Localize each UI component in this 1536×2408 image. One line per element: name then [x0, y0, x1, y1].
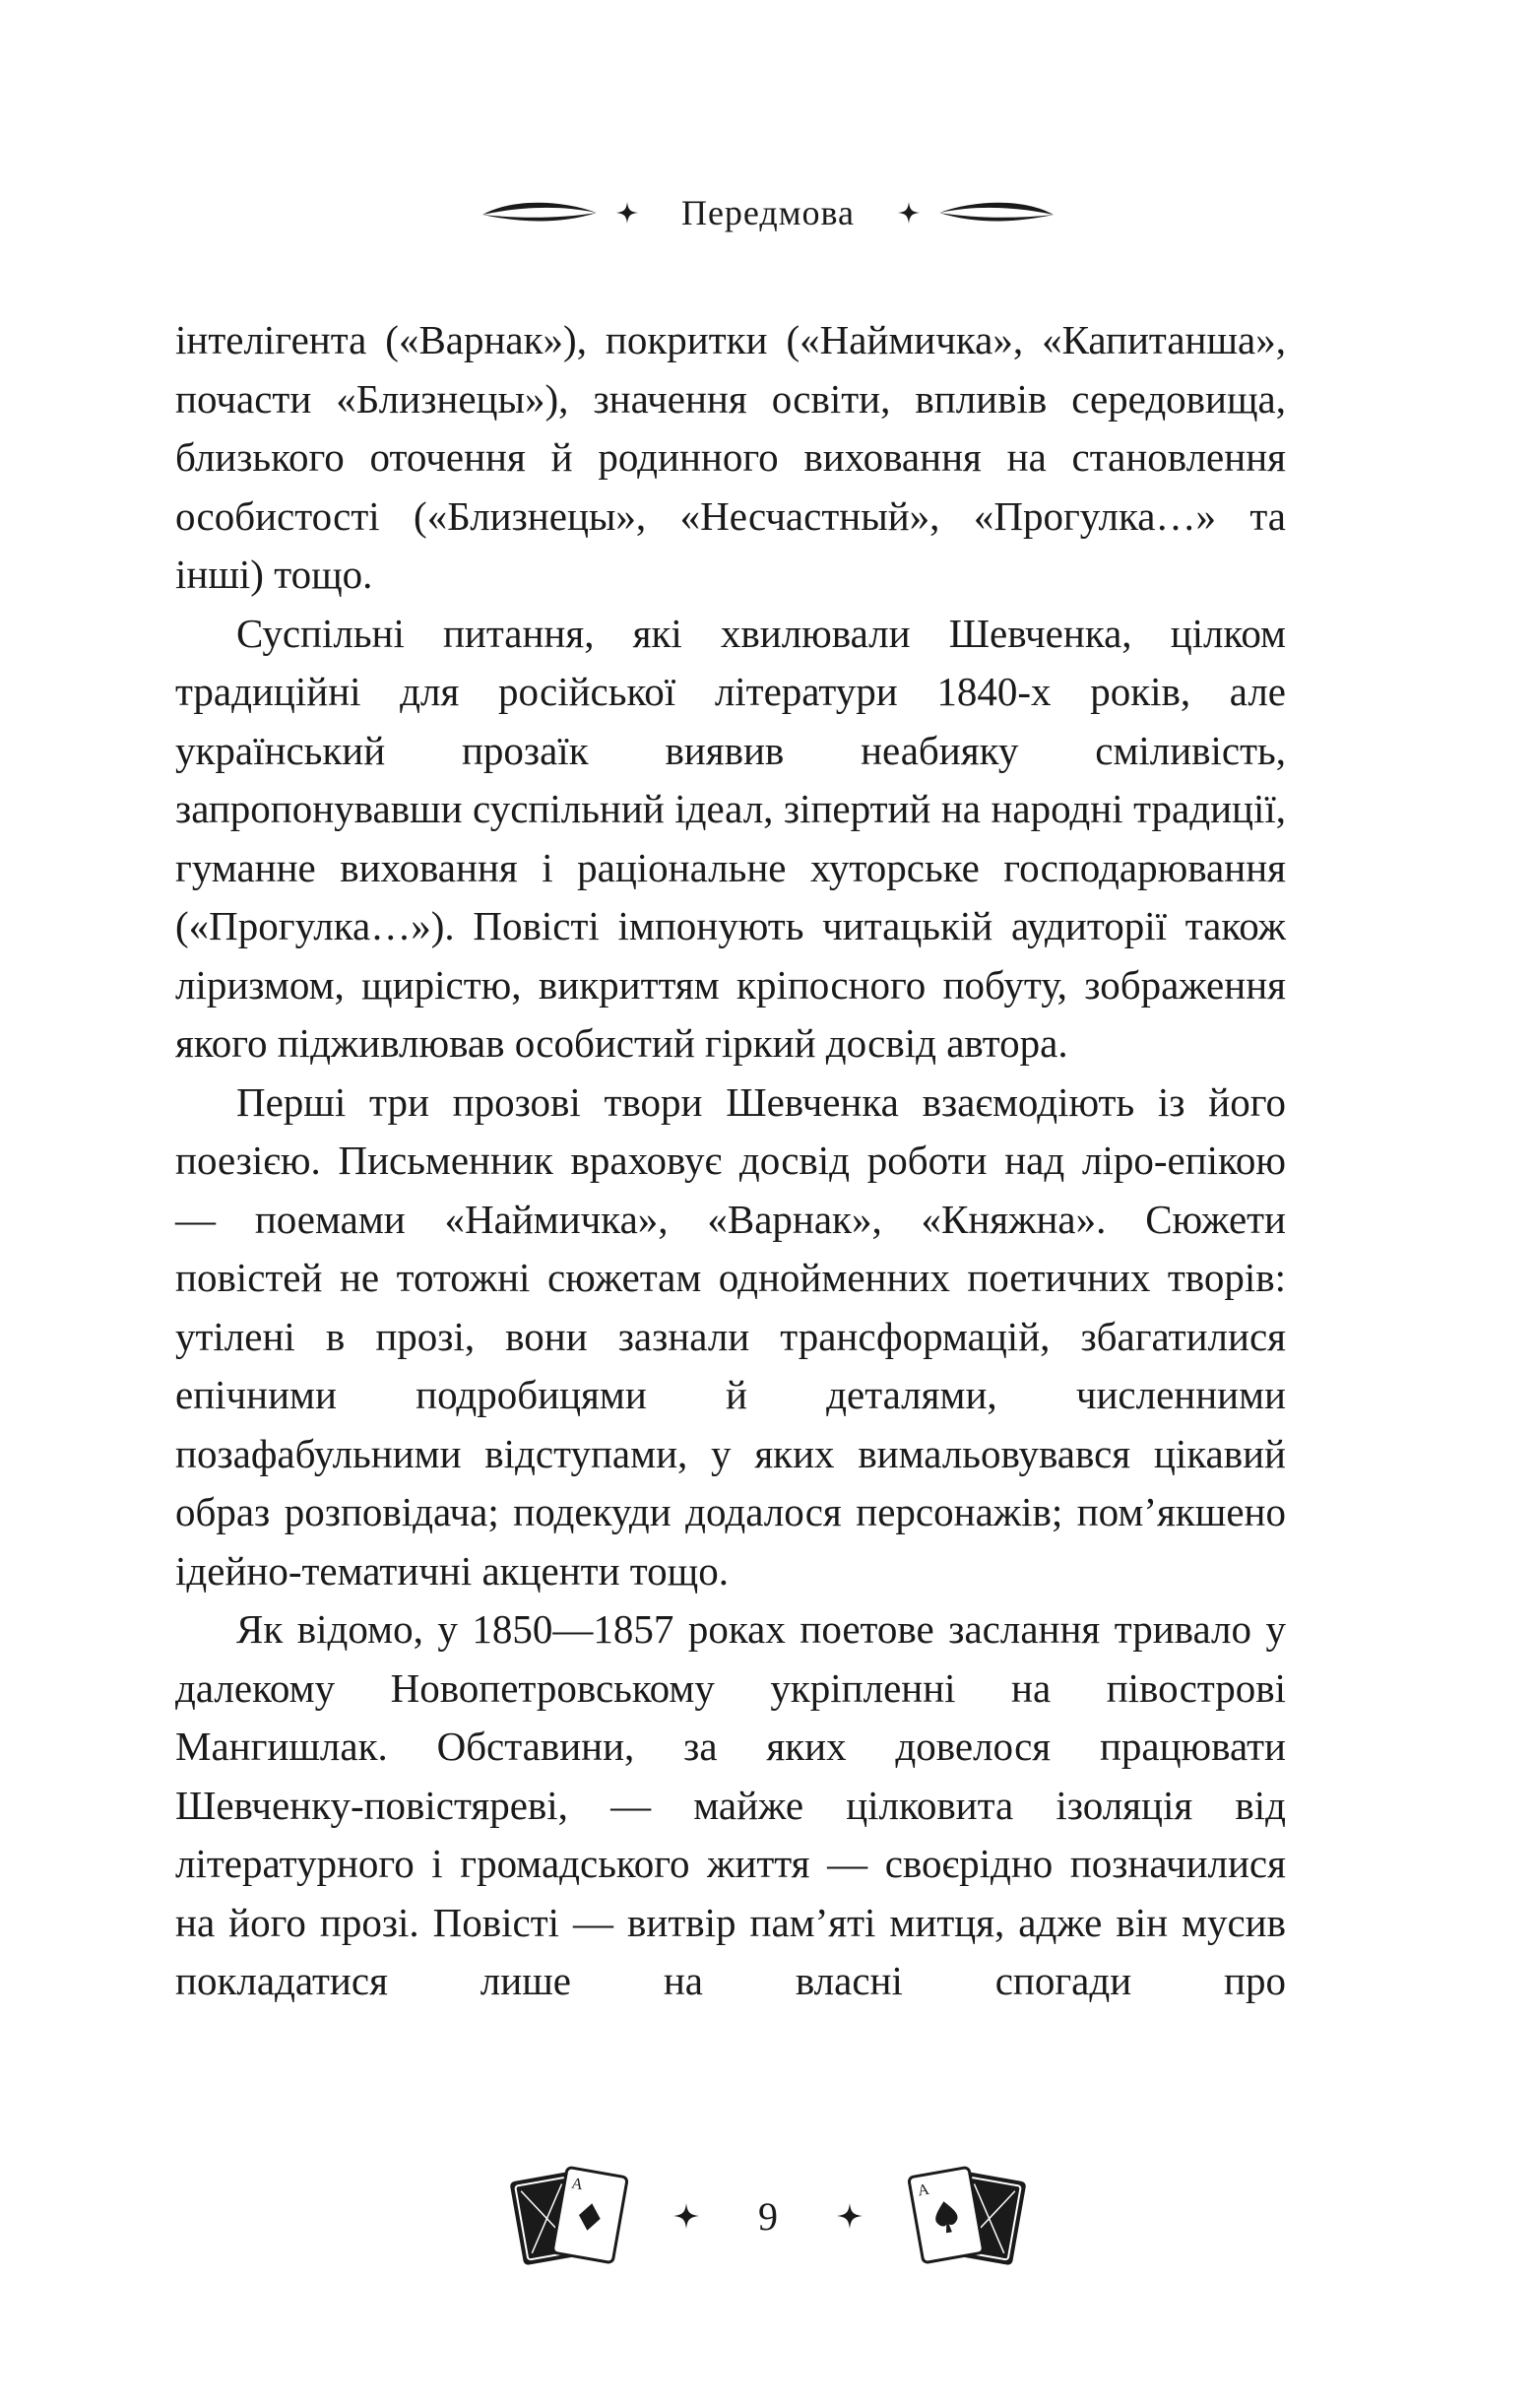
paragraph: інтелігента («Варнак»), покритки («Наймичка», «Капитанша», почасти «Близнецы»), значення освіти, впливів середовища, близького оточення й родинного виховання на становлення особистості («Близнецы», «Несчастный», «Прогулка…» та інші) тощо. — [175, 317, 1286, 597]
right-star-icon — [898, 202, 920, 224]
left-star-icon — [616, 202, 638, 224]
right-leaf-ornament-icon — [937, 195, 1056, 230]
playing-cards-diamond-icon — [506, 2162, 634, 2270]
footer-left-star-icon — [673, 2203, 699, 2229]
page-footer — [0, 2157, 1536, 2275]
running-header — [0, 183, 1536, 242]
paragraph: Суспільні питання, які хвилювали Шевченка, цілком традиційні для російської літератури 1840-х років, але український прозаїк виявив неабияку сміливість, запропонувавши суспільний ідеал, зіпертий на народні традиції, гуманне виховання і раціональне хуторське господарювання («Прогулка…»). Повісті імпонують читацькій аудиторії також ліризмом, щирістю, викриттям кріпосного побуту, зображення якого підживлював особистий гіркий досвід автора. — [175, 610, 1286, 1066]
footer-right-star-icon — [837, 2203, 863, 2229]
svg-text:A: A — [916, 2180, 931, 2200]
playing-cards-spade-icon — [902, 2162, 1030, 2270]
paragraph: Перші три прозові твори Шевченка взаємодіють із його поезією. Письменник враховує досвід роботи над ліро-епікою — поемами «Наймичка», «Варнак», «Княжна». Сюжети повістей не тотожні сюжетам однойменних поетичних творів: утілені в прозі, вони зазнали трансформацій, збагатилися епічними подробицями й деталями, численними позафабульними відступами, у яких вимальовувався цікавий образ розповідача; подекуди додалося персонажів; пом’якшено ідейно-тематичні акценти тощо. — [175, 1078, 1286, 1594]
left-leaf-ornament-icon — [480, 195, 599, 230]
body-text — [175, 311, 1286, 2011]
paragraph: Як відомо, у 1850—1857 роках поетове заслання тривало у далекому Новопетровському укріпленні на півострові Мангишлак. Обставини, за яких довелося працювати Шевченку-повістяреві, — майже цілковита ізоляція від літературного і громадського життя — своєрідно позначилися на його прозі. Повісті — витвір пам’яті митця, адже він мусив покладатися лише на власні спогади про — [175, 1606, 1286, 2003]
section-title: Передмова — [680, 193, 856, 232]
svg-text:A: A — [570, 2175, 585, 2194]
page-number: 9 — [758, 2193, 778, 2239]
